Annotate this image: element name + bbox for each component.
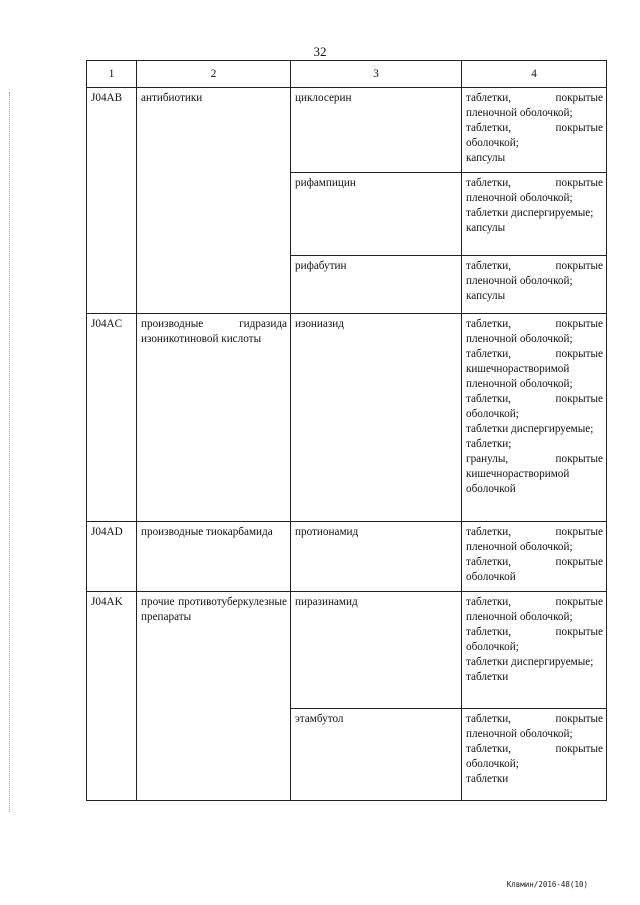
dosage-form: капсулы [466,222,506,234]
dosage-form: таблетки, покрытые пленочной оболочкой; [466,318,603,345]
group-description-cell: производные гидразида изоникотиновой кислоты [137,314,291,522]
dosage-form: таблетки, покрытые пленочной оболочкой; [466,92,603,119]
table-row [87,314,607,522]
dosage-form: гранулы, покрытые кишечнорастворимой оболочкой [466,453,603,495]
atc-code-cell: J04AB [87,88,137,314]
dosage-form: таблетки, покрытые пленочной оболочкой; [466,596,603,623]
dosage-form: таблетки диспергируемые; [466,423,594,435]
drug-name-cell: этамбутол [291,709,462,801]
dosage-form: таблетки, покрытые оболочкой; [466,122,603,149]
column-header-2: 2 [137,61,291,88]
drug-name-cell: циклосерин [291,88,462,173]
dosage-form: капсулы [466,152,506,164]
dosage-forms-cell [462,173,607,256]
dosage-form: таблетки, покрытые пленочной оболочкой; [466,260,603,287]
dosage-form: таблетки диспергируемые; [466,656,594,668]
group-description-cell: антибиотики [137,88,291,314]
dosage-form: таблетки, покрытые пленочной оболочкой; [466,713,603,740]
column-number-row [87,61,607,88]
atc-code-cell: J04AD [87,522,137,592]
dosage-form: таблетки, покрытые оболочкой [466,556,603,583]
dosage-forms-cell [462,592,607,709]
column-header-4: 4 [462,61,607,88]
dosage-form: таблетки, покрытые кишечнорастворимой пленочной оболочкой; [466,348,603,390]
page-number: 32 [313,44,327,59]
dosage-form: таблетки [466,671,509,683]
dosage-forms-cell [462,314,607,522]
table-body [87,88,607,801]
margin-line [9,92,11,812]
dosage-forms-cell [462,709,607,801]
dosage-form: таблетки, покрытые пленочной оболочкой; [466,177,603,204]
table-row [87,592,607,709]
atc-drug-table [86,60,607,801]
group-description-cell: производные тиокарбамида [137,522,291,592]
dosage-form: таблетки, покрытые оболочкой; [466,393,603,420]
table-row [87,522,607,592]
column-header-3: 3 [291,61,462,88]
dosage-form: таблетки диспергируемые; [466,207,594,219]
drug-name-cell: изониазид [291,314,462,522]
dosage-forms-cell [462,256,607,314]
footer-document-code: Клвмин/2016-48(10) [506,880,588,889]
dosage-forms-cell [462,522,607,592]
group-description-cell: прочие противотуберкулезные препараты [137,592,291,801]
drug-name-cell: пиразинамид [291,592,462,709]
column-header-1: 1 [87,61,137,88]
table-row [87,88,607,173]
drug-name-cell: рифампицин [291,173,462,256]
dosage-form: таблетки, покрытые пленочной оболочкой; [466,526,603,553]
drug-name-cell: протионамид [291,522,462,592]
dosage-form: капсулы [466,290,506,302]
atc-code-cell: J04AC [87,314,137,522]
drug-name-cell: рифабутин [291,256,462,314]
dosage-form: таблетки, покрытые оболочкой; [466,743,603,770]
dosage-form: таблетки [466,773,509,785]
atc-code-cell: J04AK [87,592,137,801]
dosage-forms-cell [462,88,607,173]
dosage-form: таблетки; [466,438,512,450]
dosage-form: таблетки, покрытые оболочкой; [466,626,603,653]
